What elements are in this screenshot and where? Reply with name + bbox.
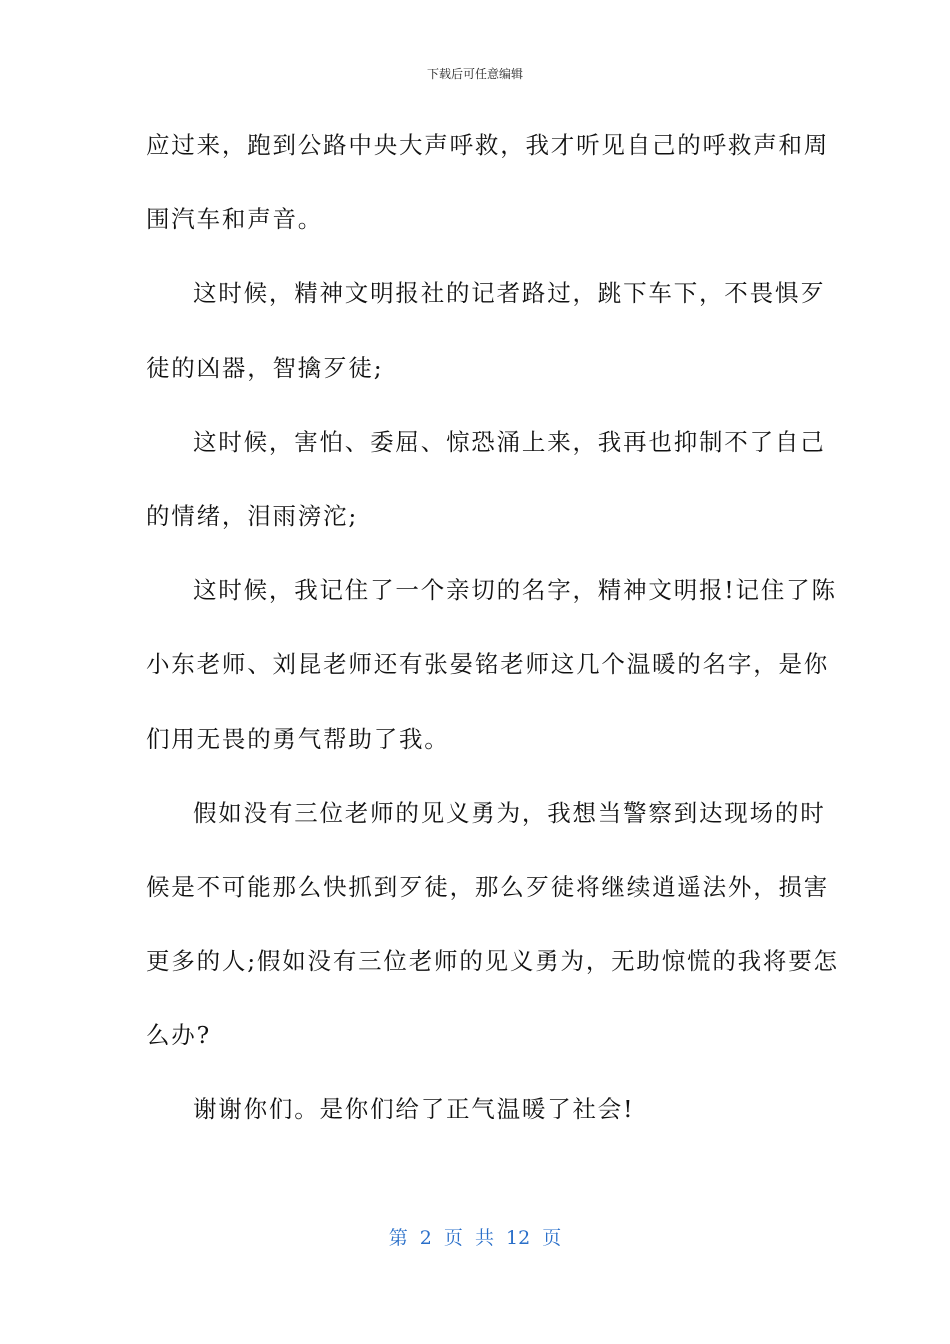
text-line: 小东老师、刘昆老师还有张晏铭老师这几个温暖的名字，是你 bbox=[146, 650, 830, 679]
paragraph-start-line: 谢谢你们。是你们给了正气温暖了社会! bbox=[193, 1095, 635, 1124]
text-line: 更多的人;假如没有三位老师的见义勇为，无助惊慌的我将要怎 bbox=[146, 947, 839, 976]
text-line: 们用无畏的勇气帮助了我。 bbox=[146, 724, 450, 753]
text-line: 么办? bbox=[146, 1021, 211, 1050]
text-line: 应过来，跑到公路中央大声呼救，我才听见自己的呼救声和周 bbox=[146, 131, 830, 159]
text-line: 的情绪，泪雨滂沱; bbox=[146, 501, 359, 530]
paragraph-start-line: 假如没有三位老师的见义勇为，我想当警察到达现场的时 bbox=[193, 798, 826, 827]
text-line: 围汽车和声音。 bbox=[146, 205, 324, 234]
page-number-footer: 第 2 页 共 12 页 bbox=[388, 1227, 562, 1249]
paragraph-start-line: 这时候，精神文明报社的记者路过，跳下车下，不畏惧歹 bbox=[193, 279, 826, 308]
text-line: 候是不可能那么快抓到歹徒，那么歹徒将继续逍遥法外，损害 bbox=[146, 872, 830, 901]
paragraph-start-line: 这时候，害怕、委屈、惊恐涌上来，我再也抑制不了自己 bbox=[193, 427, 826, 456]
paragraph-start-line: 这时候，我记住了一个亲切的名字，精神文明报!记住了陈 bbox=[193, 576, 837, 605]
document-body bbox=[146, 125, 839, 1164]
text-line: 徒的凶器，智擒歹徒; bbox=[146, 353, 384, 382]
page-header: 下载后可任意编辑 bbox=[426, 67, 523, 81]
